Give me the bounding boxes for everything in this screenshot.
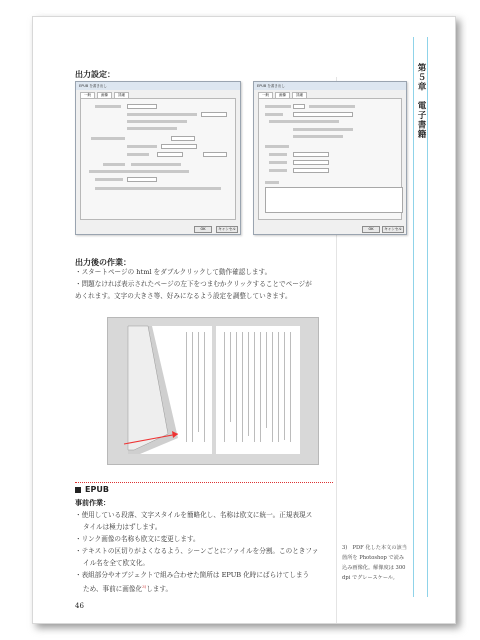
option-label: [103, 163, 125, 166]
text-column: [192, 332, 193, 442]
heading-pre-work: 事前作業：: [75, 499, 110, 507]
after-output-line: ・スタートページの html をダブルクリックして動作確認します。: [75, 268, 272, 276]
ok-button[interactable]: OK: [362, 226, 380, 233]
text-column: [242, 332, 243, 442]
tab-general[interactable]: 一般: [258, 92, 273, 98]
option-label: [89, 170, 189, 173]
chapter-tab-rule-right: [427, 37, 428, 597]
epub-export-dialog-advanced: [253, 81, 407, 235]
text-column: [272, 332, 273, 442]
after-output-line: ・問題なければ表示されたページの左下をつまむかクリックすることでページが: [75, 280, 312, 288]
after-output-line: めくれます。文字の大きさ等、好みになるよう設定を調整していきます。: [75, 292, 292, 300]
option-label: [265, 181, 279, 184]
option-label: [95, 105, 121, 108]
option-field[interactable]: [157, 152, 183, 157]
pre-work-line-last: [83, 581, 333, 595]
text-column: [290, 332, 291, 442]
pre-work-line: イル名を全て欧文化。: [83, 559, 149, 567]
text-column: [248, 332, 249, 436]
cancel-button[interactable]: キャンセル: [216, 226, 238, 233]
text-column: [254, 332, 255, 442]
option-label: [269, 120, 339, 123]
dialog-title: EPUB を書き出し: [76, 82, 240, 90]
option-label: [127, 127, 177, 130]
pre-work-line: タイルは極力はずします。: [83, 523, 162, 531]
heading-epub-label: EPUB: [85, 485, 109, 494]
text-column: [186, 332, 187, 442]
option-field[interactable]: [203, 152, 227, 157]
option-label: [265, 105, 291, 108]
text-column: [278, 332, 279, 442]
dialog-tabs: [76, 90, 240, 98]
text-column: [266, 332, 267, 428]
option-field[interactable]: [171, 136, 195, 141]
option-field[interactable]: [293, 168, 329, 173]
option-label: [293, 135, 343, 138]
option-field[interactable]: [293, 104, 305, 109]
pre-work-line: ・テキストの区切りがよくなるよう、シーンごとにファイルを分割。このときファ: [75, 547, 319, 555]
text-column: [260, 332, 261, 442]
tab-images[interactable]: 画像: [275, 92, 290, 98]
pre-work-line: ・使用している段落、文字スタイルを簡略化し、名称は欧文に統一。正規表現ス: [75, 511, 313, 519]
description-box: [265, 187, 403, 213]
heading-epub: [75, 485, 109, 494]
text-column: [284, 332, 285, 440]
tab-advanced[interactable]: 詳細: [292, 92, 307, 98]
text-column: [204, 332, 205, 442]
option-label: [293, 128, 353, 131]
option-field[interactable]: [201, 112, 227, 117]
option-field[interactable]: [293, 152, 329, 157]
heading-after-output: 出力後の作業：: [75, 258, 131, 267]
book-page: [32, 16, 456, 624]
option-field[interactable]: [293, 160, 329, 165]
option-field[interactable]: [127, 177, 157, 182]
option-field[interactable]: [293, 112, 353, 117]
dialog-title: EPUB を書き出し: [254, 82, 406, 90]
ebook-preview-screenshot: [107, 317, 319, 465]
option-label: [265, 113, 283, 116]
page-curl-graphic: [108, 318, 320, 466]
dialog-body: [258, 98, 402, 220]
chapter-tab: 第５章 電子書籍: [416, 63, 426, 139]
pre-work-line: ・表組部分やオブジェクトで組み合わせた箇所は EPUB 化時にばらけてしまう: [75, 571, 310, 579]
option-label: [131, 163, 181, 166]
option-label: [95, 178, 123, 181]
tab-general[interactable]: 一般: [80, 92, 95, 98]
side-note: 3) PDF 化した本文の該当箇所を Photoshop で読み込み画像化。解像度は 300 dpi でグレースケール。: [342, 545, 407, 581]
cancel-button[interactable]: キャンセル: [382, 226, 404, 233]
text-column: [224, 332, 225, 442]
heading-output-settings: 出力設定：: [75, 70, 115, 79]
option-label: [269, 161, 287, 164]
footnote-ref: 3): [142, 584, 147, 589]
text-column: [236, 332, 237, 442]
tab-images[interactable]: 画像: [97, 92, 112, 98]
option-label: [265, 145, 289, 148]
ok-button[interactable]: OK: [194, 226, 212, 233]
page-number: 46: [75, 602, 84, 610]
dialog-body: [80, 98, 236, 220]
option-label: [269, 169, 287, 172]
text-column: [230, 332, 231, 422]
option-label: [127, 153, 149, 156]
option-label: [269, 153, 287, 156]
pre-work-line: ・リンク画像の名称も欧文に変更します。: [75, 535, 200, 543]
option-label: [309, 105, 355, 108]
square-bullet-icon: [75, 487, 81, 493]
option-label: [127, 113, 197, 116]
option-field[interactable]: [161, 144, 197, 149]
option-label: [127, 145, 157, 148]
option-label: [127, 120, 187, 123]
tab-advanced[interactable]: 詳細: [114, 92, 129, 98]
dialog-tabs: [254, 90, 406, 98]
epub-section-rule: [75, 482, 333, 483]
pre-work-line-text: します。: [146, 585, 173, 594]
text-column: [198, 332, 199, 432]
option-label: [95, 187, 221, 190]
epub-export-dialog-general: [75, 81, 241, 235]
option-field[interactable]: [127, 104, 157, 109]
pre-work-line-text: ため、事前に画像化: [83, 585, 143, 594]
option-label: [91, 137, 125, 140]
